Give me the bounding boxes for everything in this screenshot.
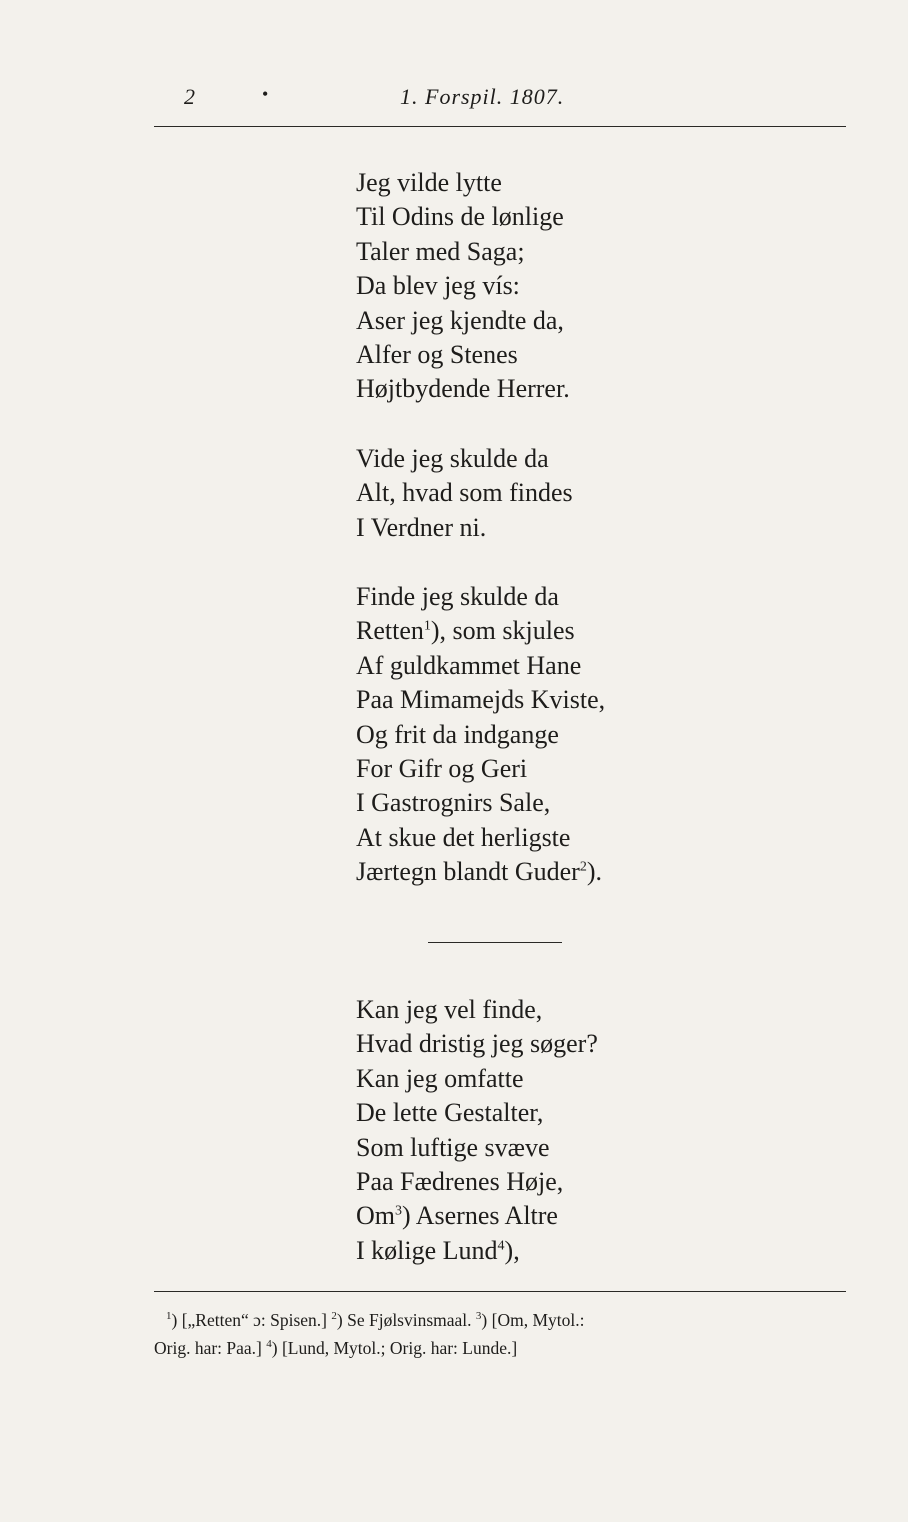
verse-line-with-note xyxy=(356,1199,598,1233)
verse-line: I Gastrognirs Sale, xyxy=(356,788,551,818)
stanza-3 xyxy=(356,580,605,890)
running-head: 1. Forspil. 1807. xyxy=(400,84,565,109)
header-ornament: • xyxy=(262,84,269,104)
footnote-text: ) [Lund, Mytol.; Orig. har: Lunde.] xyxy=(271,1338,518,1358)
stanza-2 xyxy=(356,442,573,545)
verse-line-with-note xyxy=(356,855,605,889)
footnote-marker: 2 xyxy=(331,1310,337,1323)
verse-text: ). xyxy=(586,857,603,887)
verse-line: For Gifr og Geri xyxy=(356,754,528,784)
verse-line: Og frit da indgange xyxy=(356,719,559,749)
verse-text: Jærtegn blandt Guder xyxy=(356,857,580,887)
verse-text: Om xyxy=(356,1201,395,1231)
verse-text: ), xyxy=(504,1235,520,1265)
verse-line: Finde jeg skulde da xyxy=(356,582,559,611)
footnote-ref: 4 xyxy=(497,1238,505,1254)
verse-line: Af guldkammet Hane xyxy=(356,650,582,680)
verse-line: Paa Mimamejds Kviste, xyxy=(356,685,606,715)
footnote-marker: 4 xyxy=(266,1338,272,1351)
verse-text: Retten xyxy=(356,616,424,646)
footnotes xyxy=(154,1306,854,1362)
footnote-text: ) Se Fjølsvinsmaal. xyxy=(336,1310,476,1330)
verse-line: Da blev jeg vís: xyxy=(356,271,520,301)
verse-line: Kan jeg vel finde, xyxy=(356,995,543,1024)
verse-text: I kølige Lund xyxy=(356,1235,498,1265)
verse-line: I Verdner ni. xyxy=(356,512,487,542)
verse-line: At skue det herligste xyxy=(356,822,571,852)
stanza-1 xyxy=(356,166,570,407)
verse-line: Jeg vilde lytte xyxy=(356,168,502,197)
footnote-text: Orig. har: Paa.] xyxy=(154,1338,267,1358)
page-number: 2 xyxy=(184,84,195,109)
verse-line: Paa Fædrenes Høje, xyxy=(356,1167,564,1197)
footnote-rule xyxy=(154,1291,846,1292)
footnote-marker: 3 xyxy=(475,1310,482,1323)
footnote-line xyxy=(154,1306,854,1334)
verse-line: Kan jeg omfatte xyxy=(356,1063,524,1093)
section-divider xyxy=(428,942,562,943)
verse-line: Aser jeg kjendte da, xyxy=(356,305,564,335)
verse-line: Vide jeg skulde da xyxy=(356,444,549,473)
verse-line: Til Odins de lønlige xyxy=(356,202,564,232)
verse-line-with-note xyxy=(356,1234,598,1268)
verse-line-with-note xyxy=(356,614,605,648)
footnote-ref: 3 xyxy=(395,1203,402,1219)
verse-text: ) Asernes Altre xyxy=(402,1201,558,1231)
header-rule xyxy=(154,126,846,127)
verse-line: Højtbydende Herrer. xyxy=(356,374,570,404)
stanza-4 xyxy=(356,993,598,1268)
footnote-ref: 2 xyxy=(579,859,587,875)
verse-line: Hvad dristig jeg søger? xyxy=(356,1029,598,1059)
page-header xyxy=(0,84,908,114)
footnote-line xyxy=(154,1334,854,1362)
verse-line: Taler med Saga; xyxy=(356,236,525,266)
footnote-marker: 1 xyxy=(166,1310,172,1323)
verse-line: Som luftige svæve xyxy=(356,1132,550,1162)
footnote-text: ) [Om, Mytol.: xyxy=(481,1310,585,1330)
footnote-text: ) [„Retten“ ɔ: Spisen.] xyxy=(171,1310,332,1330)
verse-line: Alt, hvad som findes xyxy=(356,478,573,508)
verse-text: ), som skjules xyxy=(430,616,575,646)
verse-line: De lette Gestalter, xyxy=(356,1098,544,1128)
verse-line: Alfer og Stenes xyxy=(356,340,518,370)
footnote-ref: 1 xyxy=(423,618,431,634)
